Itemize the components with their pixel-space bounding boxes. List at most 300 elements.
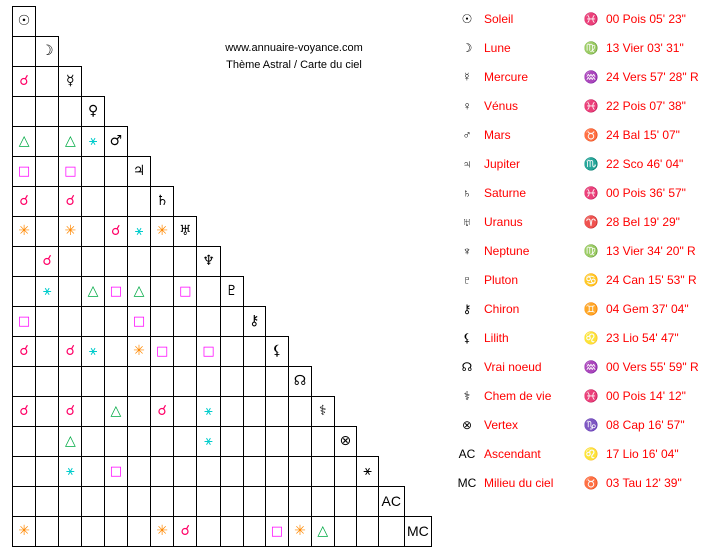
aspect-cell[interactable] — [104, 247, 127, 277]
aspect-cell[interactable] — [151, 307, 174, 337]
aspect-cell[interactable] — [174, 277, 197, 307]
aspect-cell[interactable] — [59, 247, 82, 277]
grid-spacer — [243, 7, 265, 37]
aspect-cell[interactable] — [151, 487, 174, 517]
grid-spacer — [404, 457, 431, 487]
legend-planet-name: Pluton — [484, 272, 519, 287]
aspect-cell[interactable] — [151, 247, 174, 277]
aspect-cell[interactable] — [36, 307, 59, 337]
aspect-cell[interactable] — [36, 217, 59, 247]
grid-spacer — [404, 37, 431, 67]
legend-position-value: 00 Pois 05' 23" — [606, 11, 686, 26]
legend-planet-symbol: ♄ — [462, 185, 472, 200]
aspect-cell[interactable] — [197, 457, 220, 487]
aspect-cell[interactable] — [127, 217, 150, 247]
legend-planet-name: Saturne — [484, 185, 527, 200]
aspect-cell[interactable] — [36, 277, 59, 307]
legend-planet-symbol: ⚸ — [462, 330, 472, 345]
legend-zodiac-sign-icon: ♈ — [583, 214, 599, 229]
aspect-cell[interactable] — [59, 97, 82, 127]
aspect-symbol-trine: △ — [133, 283, 145, 299]
legend-planet-name: Vertex — [484, 417, 519, 432]
aspect-cell[interactable] — [82, 277, 104, 307]
grid-spacer — [243, 217, 265, 247]
aspect-grid-row — [13, 367, 432, 397]
aspect-cell[interactable] — [82, 337, 104, 367]
legend-row — [452, 323, 701, 352]
grid-spacer — [174, 187, 197, 217]
aspect-cell[interactable] — [36, 157, 59, 187]
aspect-cell[interactable] — [82, 457, 104, 487]
grid-spacer — [378, 67, 404, 97]
aspect-cell[interactable] — [59, 427, 82, 457]
legend-position-value: 23 Lio 54' 47" — [606, 330, 679, 345]
legend-zodiac-sign-icon: ♉ — [583, 475, 599, 490]
aspect-symbol-conjunction: ☌ — [19, 403, 29, 419]
aspect-cell[interactable] — [13, 277, 36, 307]
grid-spacer — [378, 307, 404, 337]
grid-spacer — [378, 337, 404, 367]
grid-spacer — [404, 67, 431, 97]
aspect-symbol-sextile: ⚹ — [43, 283, 52, 299]
aspect-cell[interactable] — [36, 517, 59, 547]
grid-spacer — [334, 247, 357, 277]
aspect-cell[interactable] — [243, 397, 265, 427]
legend-row — [452, 149, 701, 178]
aspect-cell[interactable] — [151, 517, 174, 547]
aspect-cell[interactable] — [197, 367, 220, 397]
aspect-cell[interactable] — [104, 427, 127, 457]
aspect-cell[interactable] — [104, 517, 127, 547]
aspect-cell[interactable] — [82, 187, 104, 217]
aspect-cell[interactable] — [127, 367, 150, 397]
aspect-cell[interactable] — [288, 487, 311, 517]
aspect-cell[interactable] — [288, 427, 311, 457]
legend-planet-symbol: ⊗ — [461, 417, 473, 432]
aspect-cell[interactable] — [104, 367, 127, 397]
aspect-symbol-opposition: ✳ — [294, 523, 306, 539]
grid-spacer — [312, 277, 334, 307]
aspect-grid-row — [13, 487, 432, 517]
grid-planet-symbol: ⚹ — [357, 457, 378, 487]
grid-spacer — [378, 397, 404, 427]
aspect-cell[interactable] — [174, 457, 197, 487]
grid-spacer — [357, 7, 378, 37]
aspect-cell[interactable] — [174, 307, 197, 337]
grid-spacer — [104, 67, 127, 97]
aspect-cell[interactable] — [243, 517, 265, 547]
grid-spacer — [197, 217, 220, 247]
aspect-cell[interactable] — [127, 307, 150, 337]
grid-spacer — [36, 7, 59, 37]
grid-spacer — [357, 427, 378, 457]
grid-spacer — [197, 157, 220, 187]
aspect-cell[interactable] — [13, 37, 36, 67]
grid-spacer — [312, 127, 334, 157]
aspect-symbol-square: □ — [109, 284, 122, 299]
grid-spacer — [404, 307, 431, 337]
grid-spacer — [378, 97, 404, 127]
legend-row — [452, 207, 701, 236]
legend-row — [452, 352, 701, 381]
aspect-cell[interactable] — [174, 517, 197, 547]
aspect-cell[interactable] — [104, 487, 127, 517]
aspect-cell[interactable] — [197, 427, 220, 457]
aspect-cell[interactable] — [197, 337, 220, 367]
legend-planet-name: Mercure — [484, 69, 529, 84]
aspect-cell[interactable] — [243, 487, 265, 517]
aspect-cell[interactable] — [288, 517, 311, 547]
aspect-symbol-opposition: ✳ — [18, 523, 30, 539]
grid-spacer — [288, 67, 311, 97]
aspect-grid-row — [13, 157, 432, 187]
aspect-cell[interactable] — [36, 487, 59, 517]
aspect-cell[interactable] — [127, 277, 150, 307]
aspect-cell[interactable] — [312, 517, 334, 547]
aspect-cell[interactable] — [82, 427, 104, 457]
legend-position-value: 24 Vers 57' 28" R — [606, 69, 699, 84]
aspect-cell[interactable] — [174, 247, 197, 277]
grid-spacer — [197, 67, 220, 97]
aspect-cell[interactable] — [104, 217, 127, 247]
aspect-cell[interactable] — [197, 517, 220, 547]
aspect-cell[interactable] — [265, 397, 288, 427]
grid-spacer — [334, 127, 357, 157]
grid-spacer — [127, 127, 150, 157]
aspect-cell[interactable] — [59, 517, 82, 547]
grid-spacer — [404, 187, 431, 217]
legend-planet-name: Ascendant — [484, 446, 541, 461]
aspect-cell[interactable] — [174, 367, 197, 397]
aspect-cell[interactable] — [82, 217, 104, 247]
aspect-cell[interactable] — [220, 517, 243, 547]
grid-spacer — [82, 37, 104, 67]
aspect-cell[interactable] — [265, 367, 288, 397]
aspect-cell[interactable] — [378, 517, 404, 547]
aspect-symbol-sextile: ⚹ — [204, 403, 213, 419]
aspect-cell[interactable] — [82, 157, 104, 187]
legend-zodiac-sign-icon: ♍ — [583, 40, 599, 55]
aspect-cell[interactable] — [220, 427, 243, 457]
aspect-cell[interactable] — [59, 217, 82, 247]
grid-spacer — [265, 307, 288, 337]
grid-spacer — [334, 157, 357, 187]
legend-position-value: 03 Tau 12' 39" — [606, 475, 682, 490]
grid-spacer — [127, 67, 150, 97]
aspect-cell[interactable] — [82, 517, 104, 547]
aspect-cell[interactable] — [127, 457, 150, 487]
aspect-grid-container — [12, 6, 432, 539]
aspect-cell[interactable] — [36, 67, 59, 97]
aspect-cell[interactable] — [334, 457, 357, 487]
grid-spacer — [312, 37, 334, 67]
aspect-cell[interactable] — [36, 97, 59, 127]
aspect-cell[interactable] — [36, 427, 59, 457]
grid-planet-symbol: ☊ — [288, 367, 311, 397]
legend-row — [452, 62, 701, 91]
aspect-cell[interactable] — [13, 187, 36, 217]
aspect-cell[interactable] — [104, 277, 127, 307]
grid-spacer — [404, 427, 431, 457]
aspect-cell[interactable] — [59, 307, 82, 337]
aspect-cell[interactable] — [197, 307, 220, 337]
grid-spacer — [220, 217, 243, 247]
aspect-cell[interactable] — [13, 517, 36, 547]
aspect-symbol-sextile: ⚹ — [204, 433, 213, 449]
aspect-cell[interactable] — [312, 457, 334, 487]
aspect-cell[interactable] — [357, 517, 378, 547]
grid-spacer — [265, 277, 288, 307]
grid-planet-symbol: ☿ — [59, 67, 82, 97]
grid-spacer — [197, 127, 220, 157]
grid-spacer — [312, 247, 334, 277]
aspect-cell[interactable] — [36, 187, 59, 217]
aspect-cell[interactable] — [174, 397, 197, 427]
legend-planet-name: Vénus — [484, 98, 519, 113]
aspect-cell[interactable] — [265, 457, 288, 487]
aspect-cell[interactable] — [59, 397, 82, 427]
grid-spacer — [220, 187, 243, 217]
grid-spacer — [82, 7, 104, 37]
grid-spacer — [174, 97, 197, 127]
aspect-cell[interactable] — [13, 487, 36, 517]
aspect-cell[interactable] — [174, 427, 197, 457]
legend-row — [452, 4, 701, 33]
aspect-cell[interactable] — [59, 187, 82, 217]
grid-spacer — [220, 157, 243, 187]
grid-spacer — [378, 217, 404, 247]
aspect-symbol-trine: △ — [64, 433, 76, 449]
grid-spacer — [220, 37, 243, 67]
legend-row — [452, 91, 701, 120]
legend-planet-name: Chiron — [484, 301, 520, 316]
grid-spacer — [378, 367, 404, 397]
aspect-cell[interactable] — [243, 457, 265, 487]
grid-spacer — [265, 97, 288, 127]
aspect-grid-row — [13, 187, 432, 217]
aspect-symbol-conjunction: ☌ — [19, 73, 29, 89]
grid-spacer — [378, 277, 404, 307]
grid-spacer — [151, 67, 174, 97]
aspect-cell[interactable] — [334, 517, 357, 547]
aspect-cell[interactable] — [357, 487, 378, 517]
grid-planet-symbol: ☉ — [13, 7, 36, 37]
aspect-cell[interactable] — [59, 367, 82, 397]
aspect-cell[interactable] — [82, 307, 104, 337]
aspect-cell[interactable] — [82, 367, 104, 397]
aspect-cell[interactable] — [334, 487, 357, 517]
grid-spacer — [243, 37, 265, 67]
aspect-cell[interactable] — [59, 127, 82, 157]
grid-spacer — [59, 7, 82, 37]
aspect-cell[interactable] — [197, 487, 220, 517]
aspect-cell[interactable] — [13, 217, 36, 247]
legend-row — [452, 294, 701, 323]
aspect-cell[interactable] — [13, 157, 36, 187]
grid-spacer — [404, 7, 431, 37]
grid-spacer — [378, 157, 404, 187]
aspect-cell[interactable] — [220, 397, 243, 427]
aspect-symbol-opposition: ✳ — [156, 523, 169, 539]
aspect-cell[interactable] — [13, 337, 36, 367]
aspect-cell[interactable] — [82, 247, 104, 277]
aspect-symbol-opposition: ✳ — [18, 223, 30, 239]
aspect-cell[interactable] — [151, 277, 174, 307]
grid-spacer — [174, 67, 197, 97]
grid-spacer — [357, 157, 378, 187]
grid-spacer — [265, 127, 288, 157]
aspect-cell[interactable] — [127, 337, 150, 367]
aspect-cell[interactable] — [127, 427, 150, 457]
aspect-cell[interactable] — [13, 367, 36, 397]
grid-spacer — [334, 37, 357, 67]
aspect-cell[interactable] — [243, 337, 265, 367]
aspect-cell[interactable] — [220, 337, 243, 367]
aspect-symbol-opposition: ✳ — [64, 223, 77, 239]
grid-spacer — [104, 97, 127, 127]
grid-spacer — [220, 247, 243, 277]
aspect-cell[interactable] — [151, 397, 174, 427]
aspect-cell[interactable] — [174, 337, 197, 367]
aspect-grid-row — [13, 517, 432, 547]
aspect-cell[interactable] — [59, 487, 82, 517]
aspect-cell[interactable] — [36, 367, 59, 397]
legend-zodiac-sign-icon: ♉ — [583, 127, 599, 142]
aspect-cell[interactable] — [243, 367, 265, 397]
aspect-cell[interactable] — [104, 157, 127, 187]
aspect-cell[interactable] — [151, 337, 174, 367]
aspect-cell[interactable] — [174, 487, 197, 517]
aspect-cell[interactable] — [13, 307, 36, 337]
grid-spacer — [334, 187, 357, 217]
legend-planet-name: Soleil — [484, 11, 514, 26]
aspect-cell[interactable] — [151, 427, 174, 457]
aspect-cell[interactable] — [13, 127, 36, 157]
aspect-cell[interactable] — [265, 517, 288, 547]
aspect-cell[interactable] — [82, 487, 104, 517]
aspect-cell[interactable] — [59, 457, 82, 487]
aspect-symbol-opposition: ✳ — [156, 223, 169, 239]
aspect-cell[interactable] — [13, 397, 36, 427]
aspect-cell[interactable] — [127, 487, 150, 517]
aspect-cell[interactable] — [82, 397, 104, 427]
aspect-cell[interactable] — [36, 457, 59, 487]
aspect-cell[interactable] — [82, 127, 104, 157]
legend-zodiac-sign-icon: ♓ — [583, 185, 599, 200]
grid-spacer — [334, 367, 357, 397]
legend-row — [452, 439, 701, 468]
grid-planet-symbol: ♀ — [82, 97, 104, 127]
grid-spacer — [312, 7, 334, 37]
aspect-cell[interactable] — [220, 307, 243, 337]
aspect-cell[interactable] — [13, 457, 36, 487]
site-url: www.annuaire-voyance.com — [225, 42, 363, 54]
grid-spacer — [404, 397, 431, 427]
grid-spacer — [151, 157, 174, 187]
grid-spacer — [243, 247, 265, 277]
legend-position-value: 22 Sco 46' 04" — [606, 156, 684, 171]
aspect-cell[interactable] — [127, 397, 150, 427]
aspect-cell[interactable] — [312, 487, 334, 517]
aspect-cell[interactable] — [104, 457, 127, 487]
grid-spacer — [312, 367, 334, 397]
aspect-cell[interactable] — [312, 427, 334, 457]
aspect-cell[interactable] — [220, 457, 243, 487]
aspect-symbol-opposition: ✳ — [133, 343, 145, 359]
legend-position-value: 00 Pois 36' 57" — [606, 185, 686, 200]
aspect-cell[interactable] — [127, 517, 150, 547]
aspect-cell[interactable] — [104, 187, 127, 217]
aspect-symbol-sextile: ⚹ — [134, 223, 144, 239]
legend-planet-symbol: ⚕ — [463, 388, 471, 403]
aspect-cell[interactable] — [127, 187, 150, 217]
legend-planet-symbol: ☉ — [461, 11, 473, 26]
aspect-cell[interactable] — [151, 217, 174, 247]
legend-position-value: 13 Vier 34' 20" R — [606, 243, 696, 258]
legend-position-value: 13 Vier 03' 31" — [606, 40, 684, 55]
aspect-cell[interactable] — [197, 397, 220, 427]
aspect-cell[interactable] — [13, 67, 36, 97]
aspect-cell[interactable] — [59, 337, 82, 367]
aspect-grid-row — [13, 247, 432, 277]
legend-planet-symbol: AC — [458, 446, 476, 461]
aspect-cell[interactable] — [13, 427, 36, 457]
aspect-cell[interactable] — [104, 337, 127, 367]
grid-spacer — [174, 7, 197, 37]
grid-spacer — [174, 37, 197, 67]
aspect-cell[interactable] — [265, 427, 288, 457]
aspect-cell[interactable] — [127, 247, 150, 277]
aspect-cell[interactable] — [220, 367, 243, 397]
aspect-cell[interactable] — [36, 127, 59, 157]
aspect-cell[interactable] — [13, 97, 36, 127]
aspect-cell[interactable] — [220, 487, 243, 517]
aspect-symbol-square: □ — [179, 284, 192, 299]
grid-spacer — [243, 157, 265, 187]
aspect-symbol-square: □ — [64, 164, 77, 179]
legend-zodiac-sign-icon: ♋ — [583, 272, 599, 287]
legend-row — [452, 236, 701, 265]
aspect-cell[interactable] — [36, 397, 59, 427]
grid-spacer — [312, 187, 334, 217]
grid-spacer — [265, 67, 288, 97]
aspect-cell[interactable] — [243, 427, 265, 457]
legend-planet-name: Mars — [484, 127, 511, 142]
aspect-cell[interactable] — [104, 397, 127, 427]
legend-position-value: 00 Pois 14' 12" — [606, 388, 686, 403]
aspect-cell[interactable] — [265, 487, 288, 517]
aspect-cell[interactable] — [151, 367, 174, 397]
aspect-cell[interactable] — [151, 457, 174, 487]
aspect-cell[interactable] — [288, 397, 311, 427]
legend-row — [452, 265, 701, 294]
aspect-symbol-square: □ — [202, 344, 215, 359]
aspect-cell[interactable] — [13, 247, 36, 277]
grid-spacer — [243, 97, 265, 127]
aspect-cell[interactable] — [59, 157, 82, 187]
aspect-cell[interactable] — [288, 457, 311, 487]
grid-spacer — [265, 37, 288, 67]
aspect-grid-row — [13, 97, 432, 127]
grid-spacer — [334, 397, 357, 427]
aspect-cell[interactable] — [36, 337, 59, 367]
legend-planet-name: Chem de vie — [484, 388, 552, 403]
aspect-cell[interactable] — [59, 277, 82, 307]
grid-spacer — [357, 397, 378, 427]
aspect-cell[interactable] — [197, 277, 220, 307]
aspect-cell[interactable] — [104, 307, 127, 337]
aspect-cell[interactable] — [36, 247, 59, 277]
